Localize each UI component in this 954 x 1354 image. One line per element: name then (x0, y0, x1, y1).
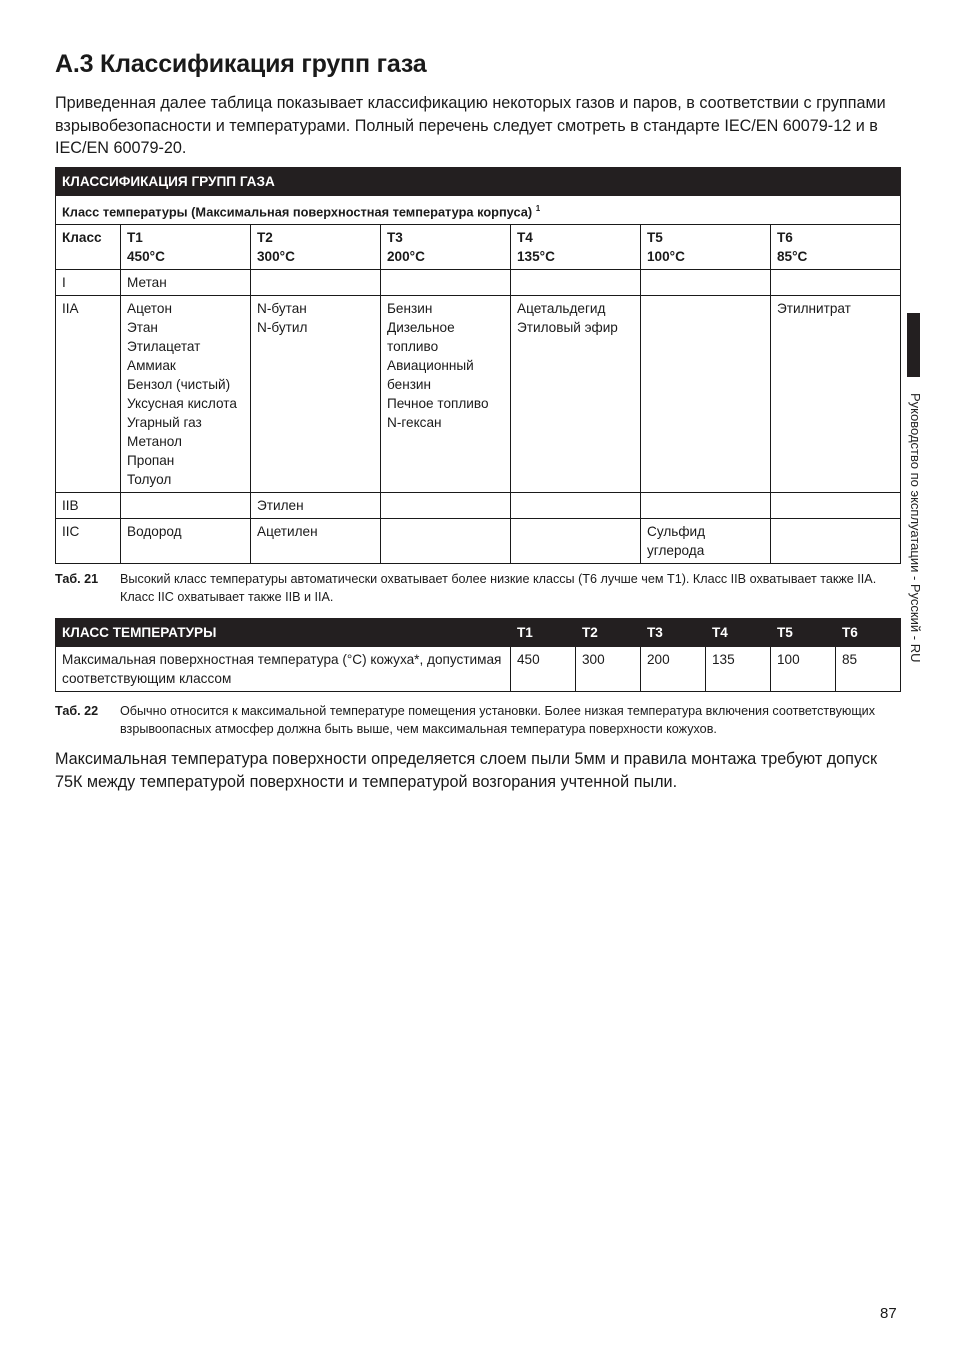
temp-class-name: T5 (647, 230, 663, 246)
gas-name: углерода (647, 543, 705, 559)
gas-name: N-гексан (387, 415, 442, 431)
table-cell (511, 270, 641, 296)
table-cell (771, 519, 901, 564)
gas-classification-table (55, 167, 901, 564)
temp-class-value: 200°C (387, 249, 425, 265)
table22-caption (55, 702, 900, 738)
col-t5: T5 (771, 619, 836, 647)
table-cell (251, 519, 381, 564)
temp-value: 85 (836, 647, 901, 692)
header-class: Класс (56, 225, 121, 270)
temp-class-name: T4 (517, 230, 533, 246)
row-class: IIC (56, 519, 121, 564)
table-cell (251, 493, 381, 519)
gas-name: топливо (387, 339, 439, 355)
gas-name: N-бутан (257, 301, 307, 317)
table-title: КЛАССИФИКАЦИЯ ГРУПП ГАЗА (56, 168, 901, 196)
table-cell (381, 519, 511, 564)
header-t4 (511, 225, 641, 270)
temp-class-value: 100°C (647, 249, 685, 265)
row-class: IIA (56, 296, 121, 493)
table-cell (641, 519, 771, 564)
table-cell (771, 270, 901, 296)
caption-text: Высокий класс температуры автоматически охватывает более низкие классы (T6 лучше чем T1). Класс IIB охватывает также IIA. Класс IIC охватывает также IIB и IIA. (120, 572, 877, 604)
temp-class-value: 450°C (127, 249, 165, 265)
col-t3: T3 (641, 619, 706, 647)
table-cell (121, 270, 251, 296)
gas-name: Ацетон (127, 301, 172, 317)
temp-value: 300 (576, 647, 641, 692)
gas-name: Бензин (387, 301, 433, 317)
row-class: IIB (56, 493, 121, 519)
gas-name: Аммиак (127, 358, 176, 374)
table-cell (511, 493, 641, 519)
gas-name: Авиационный (387, 358, 474, 374)
section-heading: A.3 Классификация групп газа (55, 50, 427, 78)
table21-caption (55, 570, 900, 606)
dust-paragraph: Максимальная температура поверхности определяется слоем пыли 5мм и правила монтажа требуют допуск 75К между температурой поверхности и температурой возгорания учтенной пыли. (55, 750, 878, 791)
table-cell (121, 493, 251, 519)
table-cell (641, 270, 771, 296)
gas-name: Метанол (127, 434, 182, 450)
table-cell (641, 296, 771, 493)
col-t4: T4 (706, 619, 771, 647)
gas-name: Этиловый эфир (517, 320, 618, 336)
footnote-marker: 1 (535, 204, 541, 213)
temp-value: 135 (706, 647, 771, 692)
temp-class-name: T6 (777, 230, 793, 246)
gas-name: Этилацетат (127, 339, 201, 355)
side-label: Руководство по эксплуатации - Русский - RU (908, 393, 923, 663)
gas-name: бензин (387, 377, 432, 393)
header-t5 (641, 225, 771, 270)
temp-value: 100 (771, 647, 836, 692)
gas-name: Уксусная кислота (127, 396, 237, 412)
gas-name: Этилен (257, 498, 304, 514)
section-tab-marker (907, 313, 920, 377)
table-cell (121, 296, 251, 493)
row-class: I (56, 270, 121, 296)
table-cell (381, 296, 511, 493)
col-t1: T1 (511, 619, 576, 647)
col-t6: T6 (836, 619, 901, 647)
gas-name: Бензол (чистый) (127, 377, 231, 393)
header-t1 (121, 225, 251, 270)
page-number: 87 (880, 1305, 897, 1322)
temp-value: 450 (511, 647, 576, 692)
table-cell (251, 270, 381, 296)
gas-name: N-бутил (257, 320, 308, 336)
table-row (56, 519, 901, 564)
intro-paragraph: Приведенная далее таблица показывает классификацию некоторых газов и паров, в соответствии с группами взрывобезопасности и температурами. Полный перечень следует смотреть в стандарте IEC/EN 60079-12 и в IEC/EN 60079-20. (55, 94, 886, 157)
caption-text: Обычно относится к максимальной температуре помещения установки. Более низкая температура включения соответствующих взрывоопасных атмосфер должна быть выше, чем максимальная температура поверхности кожухов. (120, 704, 876, 736)
table-cell (511, 296, 641, 493)
gas-name: Дизельное (387, 320, 455, 336)
temp-value: 200 (641, 647, 706, 692)
gas-name: Сульфид (647, 524, 706, 540)
gas-name: Печное топливо (387, 396, 489, 412)
gas-name: Этилнитрат (777, 301, 851, 317)
temp-class-value: 300°C (257, 249, 295, 265)
table-subtitle: Класс температуры (Максимальная поверхностная температура корпуса) $^1$ (56, 196, 901, 225)
table-row (56, 296, 901, 493)
table-cell (771, 296, 901, 493)
table-cell (771, 493, 901, 519)
table-cell (251, 296, 381, 493)
temp-class-value: 135°C (517, 249, 555, 265)
caption-label: Таб. 22 (55, 704, 99, 718)
header-t6 (771, 225, 901, 270)
temperature-class-table (55, 618, 901, 692)
table-row (56, 493, 901, 519)
table-cell (381, 270, 511, 296)
table-row (56, 270, 901, 296)
table-cell (381, 493, 511, 519)
temp-class-name: T3 (387, 230, 403, 246)
temp-class-name: T1 (127, 230, 143, 246)
gas-name: Угарный газ (127, 415, 202, 431)
table-cell (511, 519, 641, 564)
caption-label: Таб. 21 (55, 572, 99, 586)
gas-name: Водород (127, 524, 182, 540)
row-label: Максимальная поверхностная температура (°C) кожуха*, допустимая соответствующим классом (56, 647, 511, 692)
gas-name: Пропан (127, 453, 175, 469)
gas-name: Метан (127, 275, 167, 291)
col-t2: T2 (576, 619, 641, 647)
gas-name: Толуол (127, 472, 172, 488)
temp-class-value: 85°C (777, 249, 808, 265)
gas-name: Этан (127, 320, 158, 336)
gas-name: Ацетальдегид (517, 301, 606, 317)
header-t2 (251, 225, 381, 270)
header-t3 (381, 225, 511, 270)
table-cell (121, 519, 251, 564)
table-cell (641, 493, 771, 519)
gas-name: Ацетилен (257, 524, 318, 540)
temp-class-name: T2 (257, 230, 273, 246)
temp-class-header: КЛАСС ТЕМПЕРАТУРЫ (56, 619, 511, 647)
